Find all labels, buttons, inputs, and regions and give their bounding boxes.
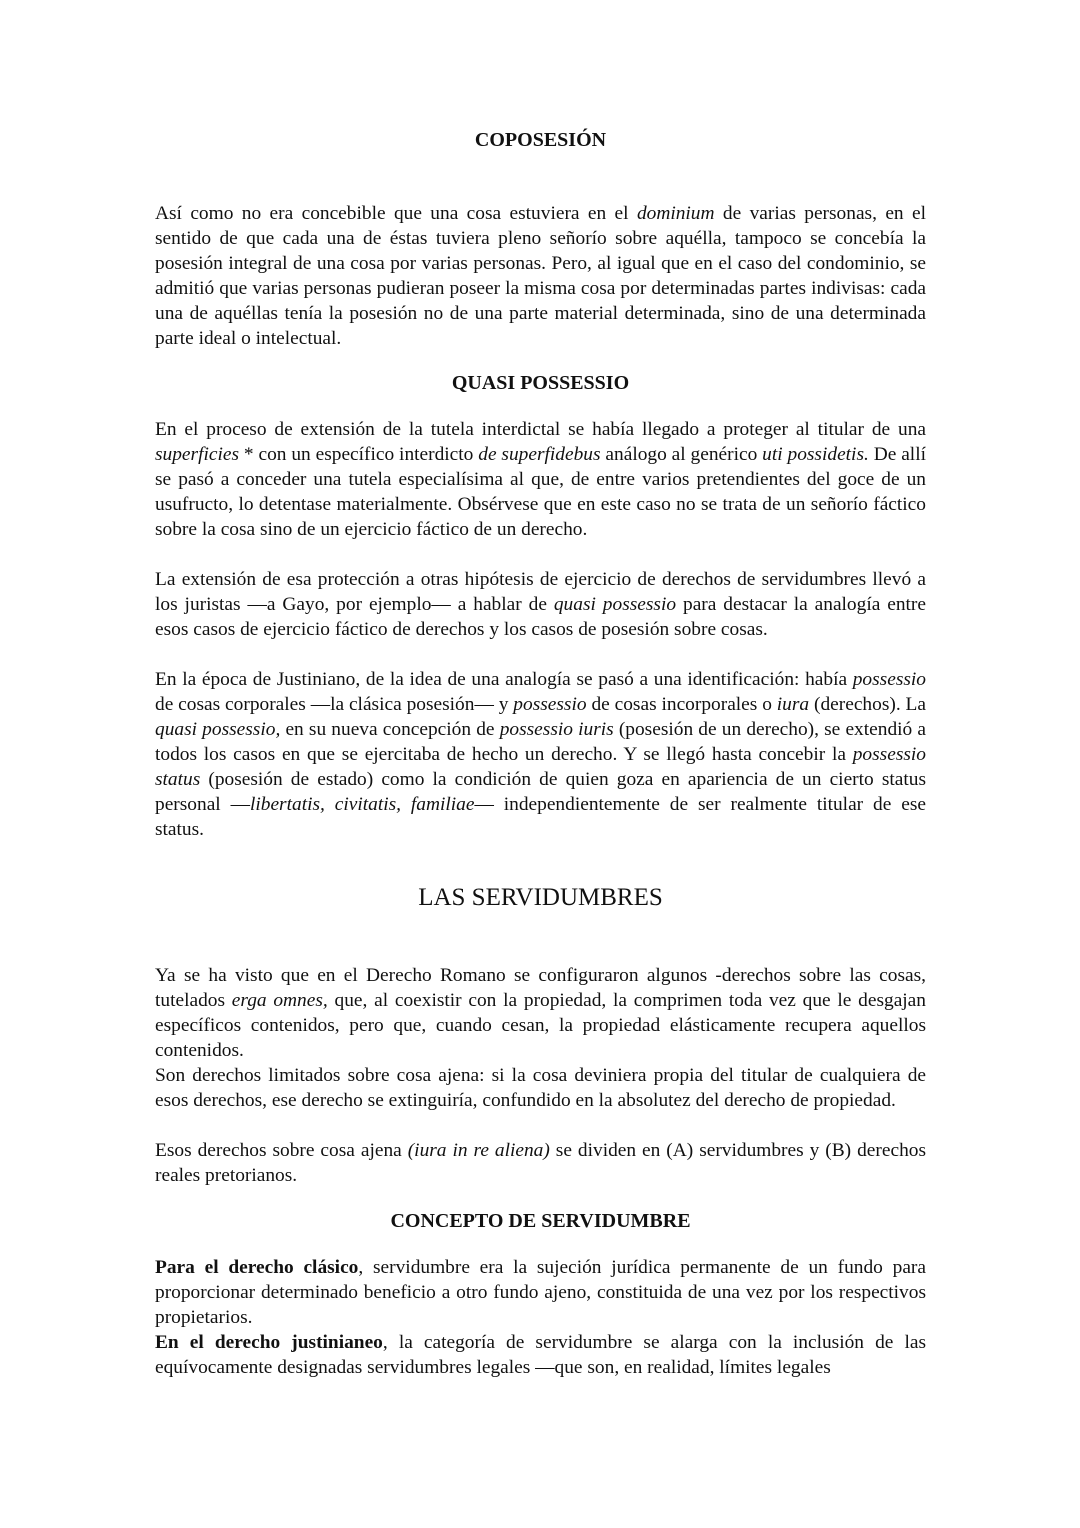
- heading-concepto-servidumbre: CONCEPTO DE SERVIDUMBRE: [390, 1210, 691, 1232]
- paragraph-quasi-2: La extensión de esa protección a otras hipótesis de ejercicio de derechos de servidumbres llevó a los juristas —a Gayo, por ejemplo— a hablar de quasi possessio para destacar la analogía entre esos casos de ejercicio fáctico de derechos y los casos de posesión sobre cosas.: [155, 569, 926, 640]
- paragraph-quasi-1: En el proceso de extensión de la tutela interdictal se había llegado a proteger al titular de una superficies * con un específico interdicto de superfidebus análogo al genérico uti possidetis. De allí se pasó a conceder una tutela especialísima al que, de entre varios pretendientes del goce de un usufructo, lo detentase materialmente. Obsérvese que en este caso no se trata de un señorío fáctico sobre la cosa sino de un ejercicio fáctico de un derecho.: [155, 419, 926, 540]
- paragraph-quasi-3: En la época de Justiniano, de la idea de una analogía se pasó a una identificación: había possessio de cosas corporales —la clásica posesión— y possessio de cosas incorporales o iura (derechos). La quasi possessio, en su nueva concepción de possessio iuris (posesión de un derecho), se extendió a todos los casos en que se ejercitaba de hecho un derecho. Y se llegó hasta concebir la possessio status (posesión de estado) como la condición de quien goza en apariencia de un cierto status personal —libertatis, civitatis, familiae— independientemente de ser realmente titular de ese status.: [155, 669, 927, 840]
- paragraph-servidumbres-2: Son derechos limitados sobre cosa ajena: si la cosa deviniera propia del titular de cualquiera de esos derechos, ese derecho se extinguiría, confundido en la absolutez del derecho de propiedad.: [155, 1065, 926, 1111]
- paragraph-servidumbres-3: Esos derechos sobre cosa ajena (iura in re aliena) se dividen en (A) servidumbres y (B) derechos reales pretorianos.: [155, 1140, 927, 1186]
- heading-quasi-possessio: QUASI POSSESSIO: [451, 372, 630, 394]
- paragraph-concepto-1: Para el derecho clásico, servidumbre era la sujeción jurídica permanente de un fundo para proporcionar determinado beneficio a otro fundo ajeno, constituida de una vez por los respectivos propietarios.: [155, 1257, 926, 1328]
- paragraph-concepto-2: En el derecho justinianeo, la categoría de servidumbre se alarga con la inclusión de las equívocamente designadas servidumbres legales —que son, en realidad, límites legales: [155, 1332, 926, 1378]
- paragraph-coposesion: Así como no era concebible que una cosa estuviera en el dominium de varias personas, en el sentido de que cada una de éstas tuviera pleno señorío sobre aquélla, tampoco se concebía la posesión integral de una cosa por varias personas. Pero, al igual que en el caso del condominio, se admitió que varias personas pudieran poseer la misma cosa por determinadas partes indivisas: cada una de aquéllas tenía la posesión no de una parte material determinada, sino de una determinada parte ideal o intelectual.: [155, 203, 926, 349]
- heading-las-servidumbres: LAS SERVIDUMBRES: [418, 884, 663, 911]
- paragraph-servidumbres-1: Ya se ha visto que en el Derecho Romano se configuraron algunos -derechos sobre las cosas, tutelados erga omnes, que, al coexistir con la propiedad, la comprimen toda vez que le desgajan específicos contenidos, pero que, cuando cesan, la propiedad elásticamente recupera aquellos contenidos.: [155, 965, 926, 1061]
- heading-coposesion: COPOSESIÓN: [474, 129, 607, 151]
